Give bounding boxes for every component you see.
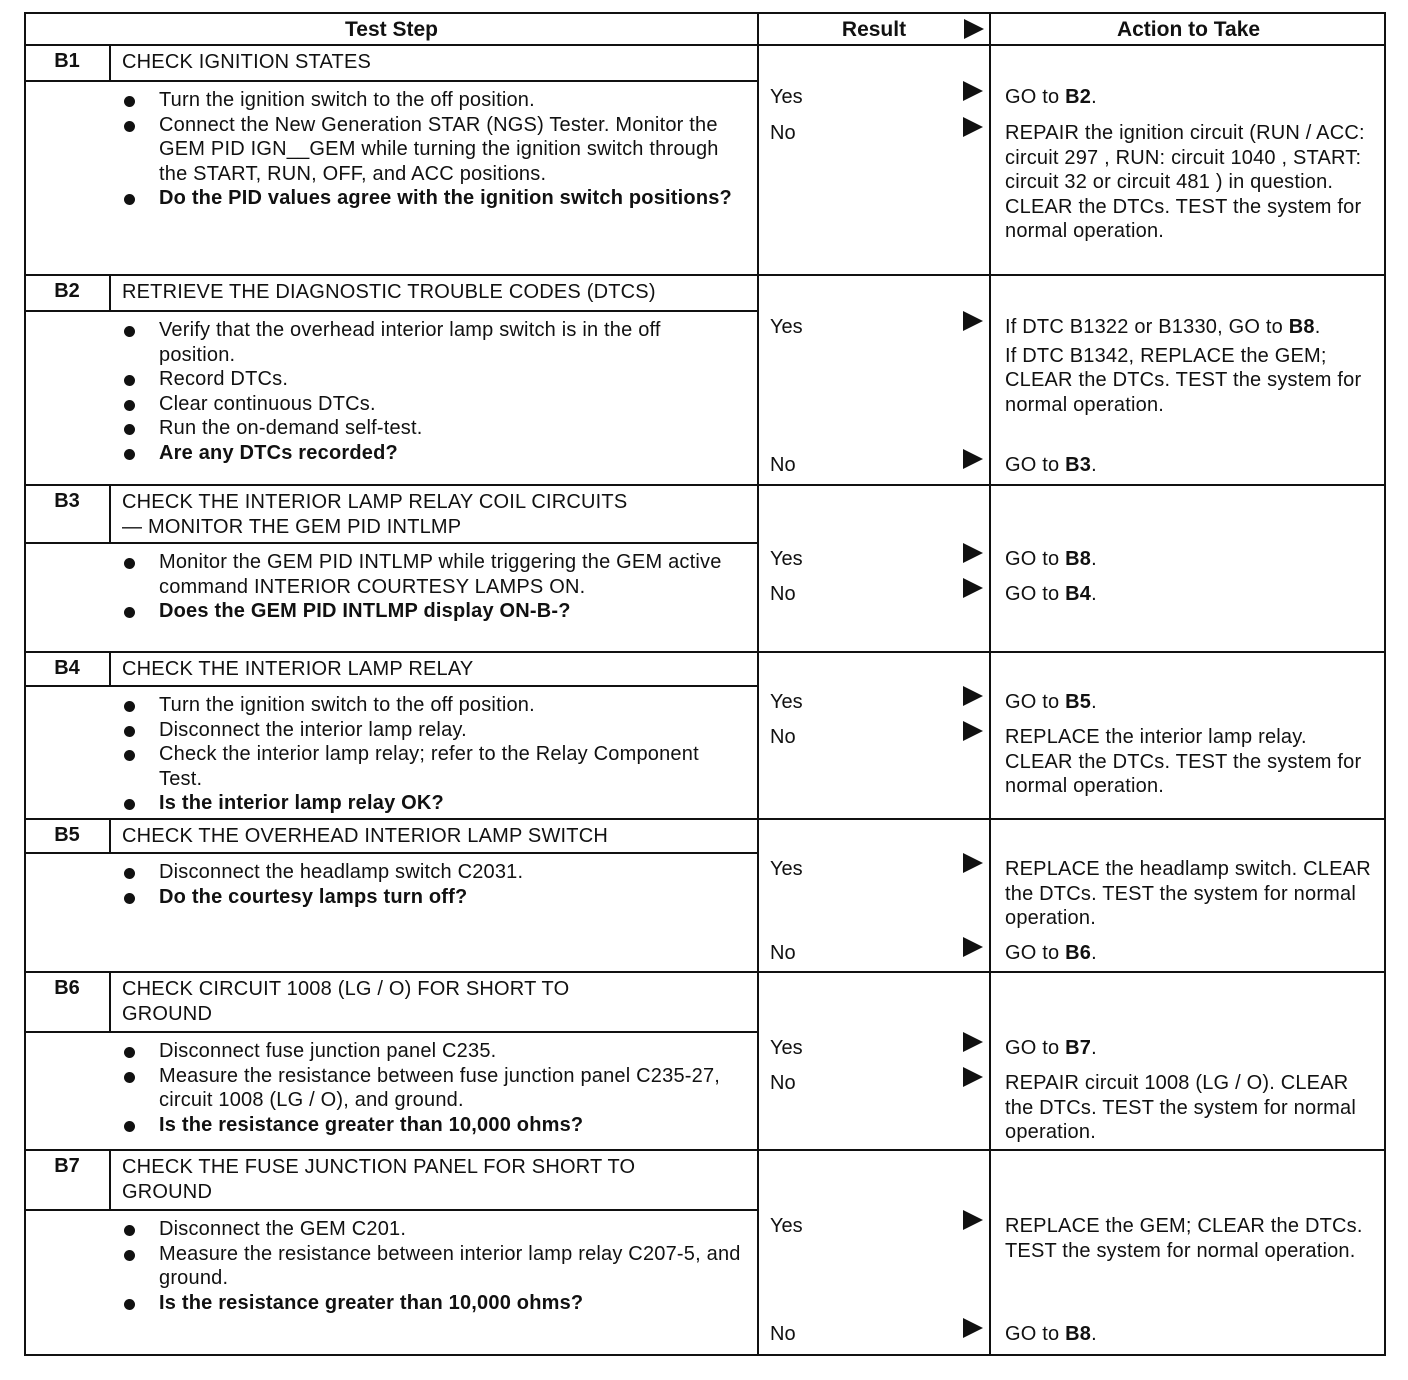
step-title-line: CHECK IGNITION STATES [122, 51, 372, 73]
step-title-line: CHECK THE FUSE JUNCTION PANEL FOR SHORT TO [122, 1156, 636, 1178]
step-id: B7 [54, 1155, 80, 1177]
step-title-line: — MONITOR THE GEM PID INTLMP [122, 516, 462, 538]
result-label: Yes [770, 1215, 803, 1237]
action-text [1005, 315, 1380, 417]
step-instruction: Disconnect the GEM C201. [122, 1217, 742, 1242]
arrow-icon [962, 1031, 984, 1053]
step-instruction: Measure the resistance between interior lamp relay C207-5, and ground. [122, 1242, 742, 1291]
action-text [1005, 582, 1380, 607]
step-id-cell [26, 973, 111, 1033]
arrow-icon [962, 80, 984, 102]
step-instruction: Verify that the overhead interior lamp switch is in the off position. [122, 318, 742, 367]
result-cell [759, 653, 991, 818]
table-header [24, 12, 1386, 46]
result-label: Yes [770, 86, 803, 108]
action-extra: If DTC B1342, REPLACE the GEM; CLEAR the DTCs. TEST the system for normal operation. [1005, 344, 1362, 416]
table-row [24, 276, 1386, 486]
result-label: Yes [770, 316, 803, 338]
step-reference: B7 [1065, 1037, 1092, 1059]
action-instruction: GO to [1005, 942, 1066, 964]
action-instruction: GO to [1005, 454, 1066, 476]
arrow-icon [962, 310, 984, 332]
step-bullets [122, 1039, 742, 1137]
action-instruction: REPLACE the GEM; CLEAR the DTCs. TEST the system for normal operation. [1005, 1215, 1363, 1262]
step-title [122, 977, 569, 1027]
action-text [1005, 690, 1380, 715]
step-title-line: GROUND [122, 1003, 213, 1025]
step-title [122, 490, 627, 540]
step-bullets [122, 318, 742, 466]
title-divider [26, 852, 757, 854]
step-id: B4 [54, 657, 80, 679]
step-id: B6 [54, 977, 80, 999]
step-title [122, 1155, 635, 1205]
action-punct: . [1091, 583, 1097, 605]
action-text [1005, 1071, 1380, 1145]
step-reference: B8 [1288, 316, 1315, 338]
action-punct: . [1091, 86, 1097, 108]
step-title [122, 824, 608, 849]
step-instruction: Run the on-demand self-test. [122, 416, 742, 441]
table-row [24, 1151, 1386, 1356]
action-text [1005, 941, 1380, 966]
test-step-cell [26, 820, 759, 971]
action-text [1005, 453, 1380, 478]
step-reference: B3 [1065, 454, 1092, 476]
step-reference: B8 [1065, 1323, 1092, 1345]
arrow-icon [962, 1317, 984, 1339]
action-text [1005, 547, 1380, 572]
step-reference: B2 [1065, 86, 1092, 108]
step-bullets [122, 860, 742, 909]
arrow-icon [962, 448, 984, 470]
action-text [1005, 1214, 1380, 1263]
diagnostic-table [24, 12, 1386, 1356]
step-id-cell [26, 486, 111, 544]
result-cell [759, 820, 991, 971]
action-punct: . [1314, 316, 1321, 338]
action-cell [991, 486, 1384, 651]
table-row [24, 973, 1386, 1151]
arrow-icon [962, 116, 984, 138]
step-title-line: CHECK THE INTERIOR LAMP RELAY [122, 658, 474, 680]
header-result: Result [759, 14, 991, 44]
action-instruction: GO to [1005, 691, 1066, 713]
action-cell [991, 653, 1384, 818]
step-id: B5 [54, 824, 80, 846]
action-instruction: If DTC B1322 or B1330, GO to [1005, 316, 1289, 338]
result-cell [759, 973, 991, 1149]
arrow-icon [962, 1209, 984, 1231]
step-id-cell [26, 1151, 111, 1211]
title-divider [26, 80, 757, 82]
action-punct: . [1091, 1323, 1097, 1345]
step-bullets [122, 1217, 742, 1315]
action-instruction: GO to [1005, 548, 1066, 570]
step-title [122, 657, 473, 682]
arrow-icon [962, 852, 984, 874]
arrow-icon [962, 1066, 984, 1088]
step-bullets [122, 88, 742, 211]
step-instruction: Clear continuous DTCs. [122, 392, 742, 417]
step-reference: B5 [1065, 691, 1092, 713]
action-instruction: REPAIR circuit 1008 (LG / O). CLEAR the DTCs. TEST the system for normal operation. [1005, 1072, 1357, 1144]
table-row [24, 486, 1386, 653]
step-id-cell [26, 46, 111, 82]
test-step-cell [26, 653, 759, 818]
step-reference: B8 [1065, 548, 1092, 570]
step-question: Is the resistance greater than 10,000 ohms? [122, 1291, 742, 1316]
action-text [1005, 857, 1380, 931]
result-label: No [770, 122, 796, 144]
step-id-cell [26, 653, 111, 687]
step-bullets [122, 550, 742, 624]
action-instruction: GO to [1005, 86, 1066, 108]
action-cell [991, 276, 1384, 484]
action-punct: . [1091, 1037, 1097, 1059]
step-instruction: Record DTCs. [122, 367, 742, 392]
result-label: Yes [770, 858, 803, 880]
action-cell [991, 46, 1384, 274]
action-punct: . [1091, 454, 1097, 476]
result-label: No [770, 942, 796, 964]
result-label: No [770, 1072, 796, 1094]
table-row [24, 653, 1386, 820]
header-action: Action to Take [1116, 18, 1261, 41]
step-id: B3 [54, 490, 80, 512]
result-cell [759, 276, 991, 484]
result-label: Yes [770, 691, 803, 713]
title-divider [26, 310, 757, 312]
action-instruction: GO to [1005, 1323, 1066, 1345]
step-title [122, 50, 371, 75]
test-step-cell [26, 486, 759, 651]
table-row [24, 820, 1386, 973]
action-punct: . [1091, 942, 1097, 964]
title-divider [26, 542, 757, 544]
step-title-line: CHECK THE INTERIOR LAMP RELAY COIL CIRCUITS [122, 491, 628, 513]
header-test-step: Test Step [26, 14, 759, 44]
step-reference: B4 [1065, 583, 1092, 605]
step-title-line: GROUND [122, 1181, 213, 1203]
step-reference: B6 [1065, 942, 1092, 964]
test-step-cell [26, 276, 759, 484]
action-punct: . [1091, 548, 1097, 570]
result-label: No [770, 583, 796, 605]
arrow-icon [963, 18, 985, 40]
action-cell [991, 1151, 1384, 1354]
result-label: No [770, 1323, 796, 1345]
result-cell [759, 486, 991, 651]
step-instruction: Monitor the GEM PID INTLMP while triggering the GEM active command INTERIOR COURTESY LAMPS ON. [122, 550, 742, 599]
title-divider [26, 1209, 757, 1211]
result-label: No [770, 726, 796, 748]
action-text [1005, 121, 1380, 244]
step-question: Do the PID values agree with the ignition switch positions? [122, 186, 742, 211]
action-text [1005, 1036, 1380, 1061]
action-instruction: REPLACE the headlamp switch. CLEAR the DTCs. TEST the system for normal operation. [1005, 858, 1371, 930]
action-instruction: GO to [1005, 583, 1066, 605]
test-step-cell [26, 1151, 759, 1354]
arrow-icon [962, 720, 984, 742]
step-id-cell [26, 276, 111, 312]
action-text [1005, 85, 1380, 110]
step-instruction: Turn the ignition switch to the off position. [122, 88, 742, 113]
step-question: Are any DTCs recorded? [122, 441, 742, 466]
step-id-cell [26, 820, 111, 854]
arrow-icon [962, 542, 984, 564]
table-row [24, 46, 1386, 276]
step-id: B2 [54, 280, 80, 302]
step-instruction: Disconnect the headlamp switch C2031. [122, 860, 742, 885]
step-question: Do the courtesy lamps turn off? [122, 885, 742, 910]
result-label: No [770, 454, 796, 476]
action-instruction: REPLACE the interior lamp relay. CLEAR the DTCs. TEST the system for normal operation. [1005, 726, 1362, 798]
step-question: Does the GEM PID INTLMP display ON-B-? [122, 599, 742, 624]
step-title-line: RETRIEVE THE DIAGNOSTIC TROUBLE CODES (DTCS) [122, 281, 656, 303]
action-cell [991, 973, 1384, 1149]
title-divider [26, 685, 757, 687]
action-cell [991, 820, 1384, 971]
step-title [122, 280, 656, 305]
step-id: B1 [54, 50, 80, 72]
title-divider [26, 1031, 757, 1033]
arrow-icon [962, 685, 984, 707]
action-text [1005, 725, 1380, 799]
action-text [1005, 1322, 1380, 1347]
step-instruction: Check the interior lamp relay; refer to the Relay Component Test. [122, 742, 742, 791]
result-cell [759, 46, 991, 274]
step-bullets [122, 693, 742, 816]
step-question: Is the interior lamp relay OK? [122, 791, 742, 816]
test-step-cell [26, 46, 759, 274]
step-question: Is the resistance greater than 10,000 ohms? [122, 1113, 742, 1138]
step-instruction: Disconnect fuse junction panel C235. [122, 1039, 742, 1064]
action-instruction: GO to [1005, 1037, 1066, 1059]
action-punct: . [1091, 691, 1097, 713]
step-instruction: Connect the New Generation STAR (NGS) Tester. Monitor the GEM PID IGN__GEM while turning the ignition switch through the START, RUN, OFF, and ACC positions. [122, 113, 742, 187]
step-instruction: Measure the resistance between fuse junction panel C235-27, circuit 1008 (LG / O), and ground. [122, 1064, 742, 1113]
test-step-cell [26, 973, 759, 1149]
result-label: Yes [770, 1037, 803, 1059]
step-title-line: CHECK THE OVERHEAD INTERIOR LAMP SWITCH [122, 825, 609, 847]
step-instruction: Turn the ignition switch to the off position. [122, 693, 742, 718]
result-label: Yes [770, 548, 803, 570]
step-instruction: Disconnect the interior lamp relay. [122, 718, 742, 743]
action-instruction: REPAIR the ignition circuit (RUN / ACC: circuit 297 , RUN: circuit 1040 , START: circuit 32 or circuit 481 ) in question. CLEAR the DTCs. TEST the system for normal operation. [1005, 122, 1365, 243]
arrow-icon [962, 936, 984, 958]
arrow-icon [962, 577, 984, 599]
result-cell [759, 1151, 991, 1354]
step-title-line: CHECK CIRCUIT 1008 (LG / O) FOR SHORT TO [122, 978, 570, 1000]
